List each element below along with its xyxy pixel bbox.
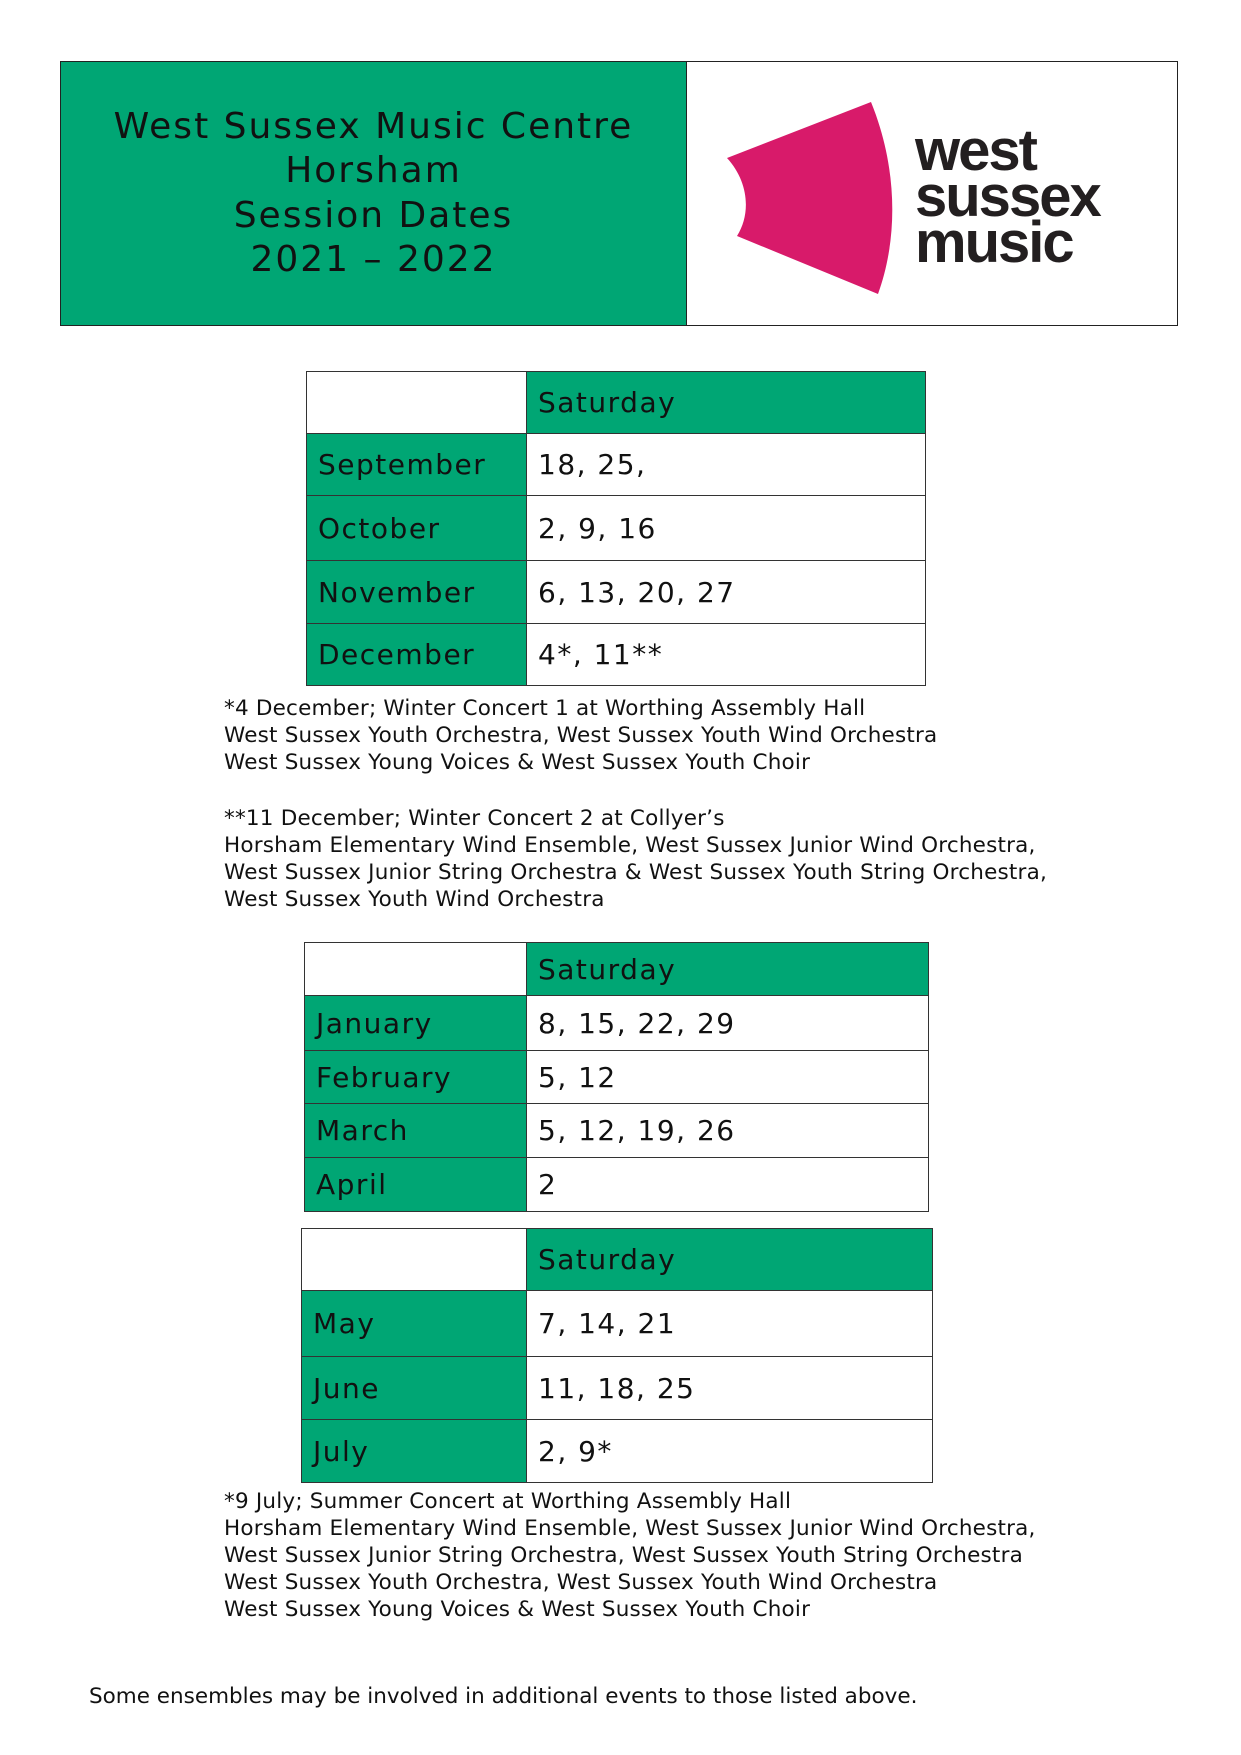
day-header: Saturday [527,943,929,996]
dates-cell: 5, 12 [527,1051,929,1104]
month-cell: May [302,1291,527,1357]
logo-megaphone-shape [727,102,892,294]
logo-word-sussex: sussex [915,164,1100,229]
schedule-table-spring [304,942,929,1212]
note-winter-concert-2 [224,805,1047,913]
month-cell: September [307,434,527,496]
note-line: West Sussex Youth Wind Orchestra [224,887,605,912]
west-sussex-music-logo [721,96,1141,296]
header-title-panel [61,62,687,325]
title-line-years: 2021 – 2022 [250,239,497,280]
day-header: Saturday [527,372,926,434]
dates-cell: 11, 18, 25 [527,1357,933,1420]
title-line-centre: West Sussex Music Centre [113,105,634,147]
schedule-table-summer [301,1228,933,1483]
logo-panel [687,62,1177,325]
month-cell: April [305,1158,527,1212]
note-line: West Sussex Young Voices & West Sussex Youth Choir [224,1597,811,1622]
note-line: West Sussex Young Voices & West Sussex Youth Choir [224,750,811,775]
dates-cell: 6, 13, 20, 27 [527,561,926,624]
note-line: West Sussex Junior String Orchestra, West Sussex Youth String Orchestra [224,1543,1023,1568]
dates-cell: 2, 9* [527,1420,933,1483]
month-cell: July [302,1420,527,1483]
header-banner [60,61,1178,326]
dates-cell: 18, 25, [527,434,926,496]
dates-cell: 2 [527,1158,929,1212]
table-corner-cell [307,372,527,434]
note-line: West Sussex Youth Orchestra, West Sussex Youth Wind Orchestra [224,723,938,748]
title-line-heading: Session Dates [233,194,514,236]
month-cell: February [305,1051,527,1104]
table-corner-cell [302,1229,527,1291]
dates-cell: 8, 15, 22, 29 [527,996,929,1051]
note-line: Horsham Elementary Wind Ensemble, West Sussex Junior Wind Orchestra, [224,833,1036,858]
month-cell: October [307,496,527,561]
dates-cell: 7, 14, 21 [527,1291,933,1357]
title-line-location: Horsham [285,150,462,191]
note-line: West Sussex Youth Orchestra, West Sussex Youth Wind Orchestra [224,1570,938,1595]
note-summer-concert [224,1488,1036,1623]
logo-word-music: music [915,210,1073,275]
day-header: Saturday [527,1229,933,1291]
month-cell: June [302,1357,527,1420]
logo-word-west: west [915,118,1036,183]
note-line: *4 December; Winter Concert 1 at Worthing Assembly Hall [224,696,866,721]
month-cell: March [305,1104,527,1158]
dates-cell: 5, 12, 19, 26 [527,1104,929,1158]
table-corner-cell [305,943,527,996]
footer-disclaimer: Some ensembles may be involved in additional events to those listed above. [89,1684,918,1709]
month-cell: November [307,561,527,624]
month-cell: December [307,624,527,686]
note-line: **11 December; Winter Concert 2 at Collyer’s [224,806,725,831]
schedule-table-autumn [306,371,926,686]
month-cell: January [305,996,527,1051]
dates-cell: 2, 9, 16 [527,496,926,561]
note-line: Horsham Elementary Wind Ensemble, West Sussex Junior Wind Orchestra, [224,1516,1036,1541]
note-line: *9 July; Summer Concert at Worthing Assembly Hall [224,1489,792,1514]
dates-cell: 4*, 11** [527,624,926,686]
note-line: West Sussex Junior String Orchestra & West Sussex Youth String Orchestra, [224,860,1047,885]
note-winter-concert-1 [224,695,937,776]
